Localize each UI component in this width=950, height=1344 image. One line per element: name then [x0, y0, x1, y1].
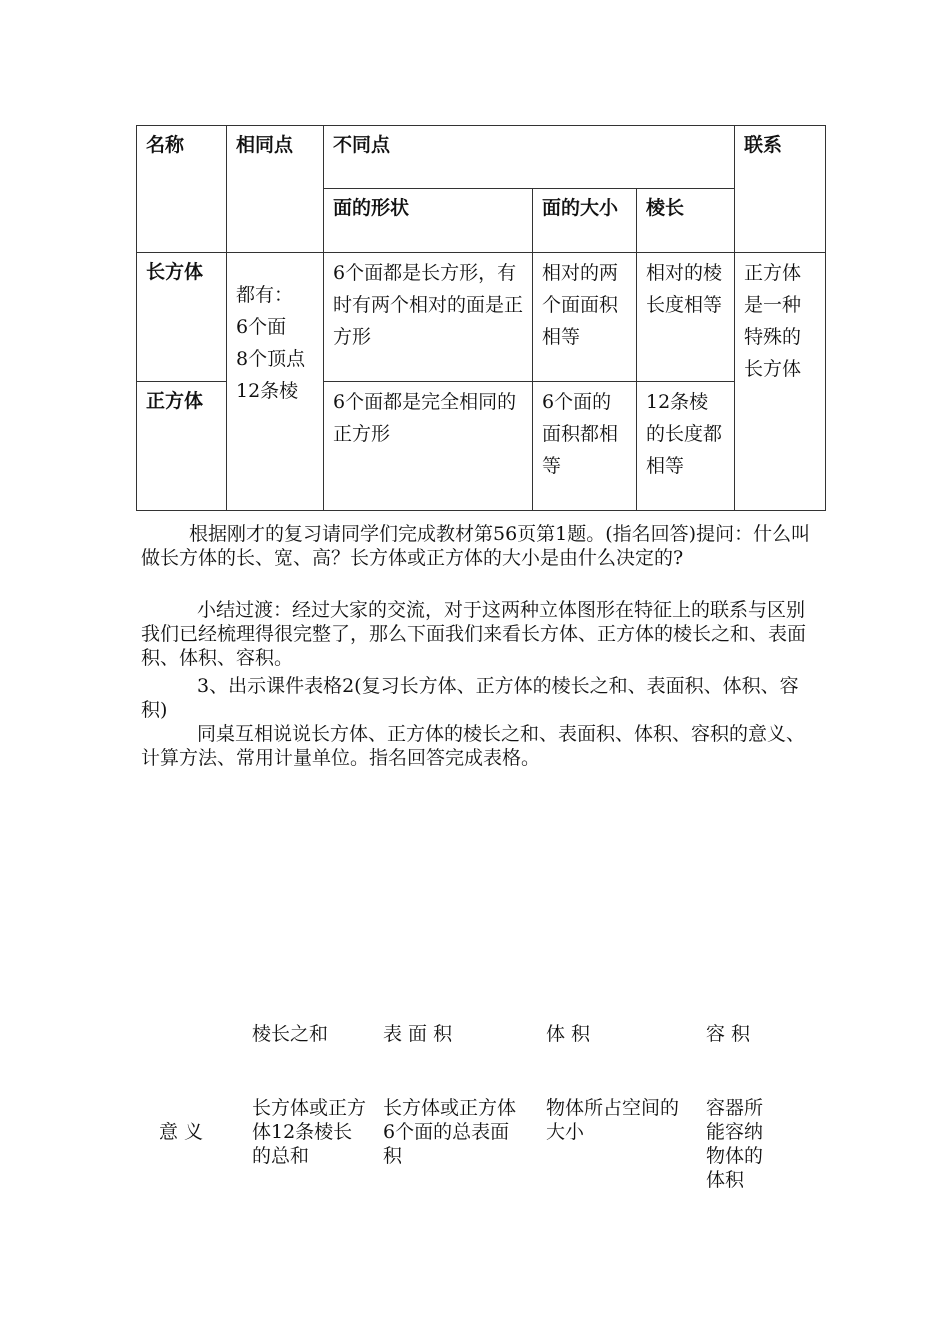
cuboid-face-size: 相对的两个面面积相等 [533, 253, 637, 382]
table2-header-volume: 体 积 [546, 1023, 591, 1045]
table2-header-surface-area: 表 面 积 [383, 1023, 453, 1045]
paragraph-pair-discussion: 同桌互相说说长方体、正方体的棱长之和、表面积、体积、容积的意义、计算方法、常用计量单位。指名回答完成表格。 [141, 723, 806, 769]
paragraph-summary-transition: 小结过渡：经过大家的交流，对于这两种立体图形在特征上的联系与区别我们已经梳理得很完整了，那么下面我们来看长方体、正方体的棱长之和、表面积、体积、容积。 [141, 599, 807, 669]
header-face-size: 面的大小 [533, 189, 637, 253]
table2-cell-capacity-meaning: 容器所能容纳物体的体积 [706, 1097, 764, 1191]
table2-cell-surface-area-meaning: 长方体或正方体6个面的总表面积 [383, 1097, 517, 1167]
comparison-table [136, 125, 826, 511]
row-cube-name: 正方体 [137, 382, 227, 511]
header-face-shape: 面的形状 [324, 189, 533, 253]
table2-cell-edge-sum-meaning: 长方体或正方体12条棱长的总和 [252, 1097, 367, 1167]
table2-row-label-meaning: 意 义 [159, 1121, 204, 1143]
common-line: 8个顶点 [236, 348, 306, 370]
header-differences: 不同点 [324, 126, 735, 189]
row-cuboid-name: 长方体 [137, 253, 227, 382]
header-relation: 联系 [735, 126, 826, 253]
table2-header-capacity: 容 积 [706, 1023, 751, 1045]
header-common: 相同点 [227, 126, 324, 253]
table2-cell-volume-meaning: 物体所占空间的大小 [546, 1097, 680, 1143]
cube-face-size: 6个面的面积都相等 [533, 382, 637, 511]
cuboid-face-shape: 6个面都是长方形，有时有两个相对的面是正方形 [324, 253, 533, 382]
common-line: 6个面 [236, 316, 287, 338]
header-name: 名称 [137, 126, 227, 253]
relation-cell: 正方体是一种特殊的长方体 [735, 253, 826, 511]
cuboid-edge-length: 相对的棱长度相等 [637, 253, 735, 382]
common-line: 都有： [236, 284, 294, 306]
common-cell [227, 253, 324, 511]
common-line: 12条棱 [236, 380, 299, 402]
table2-header-edge-sum: 棱长之和 [252, 1023, 329, 1045]
header-edge-length: 棱长 [637, 189, 735, 253]
paragraph-review-question: 根据刚才的复习请同学们完成教材第56页第1题。(指名回答)提问：什么叫做长方体的长、宽、高？长方体或正方体的大小是由什么决定的? [141, 523, 811, 569]
cube-face-shape: 6个面都是完全相同的正方形 [324, 382, 533, 511]
paragraph-show-table-2: 3、出示课件表格2(复习长方体、正方体的棱长之和、表面积、体积、容积) [141, 675, 799, 721]
cube-edge-length: 12条棱的长度都相等 [637, 382, 735, 511]
